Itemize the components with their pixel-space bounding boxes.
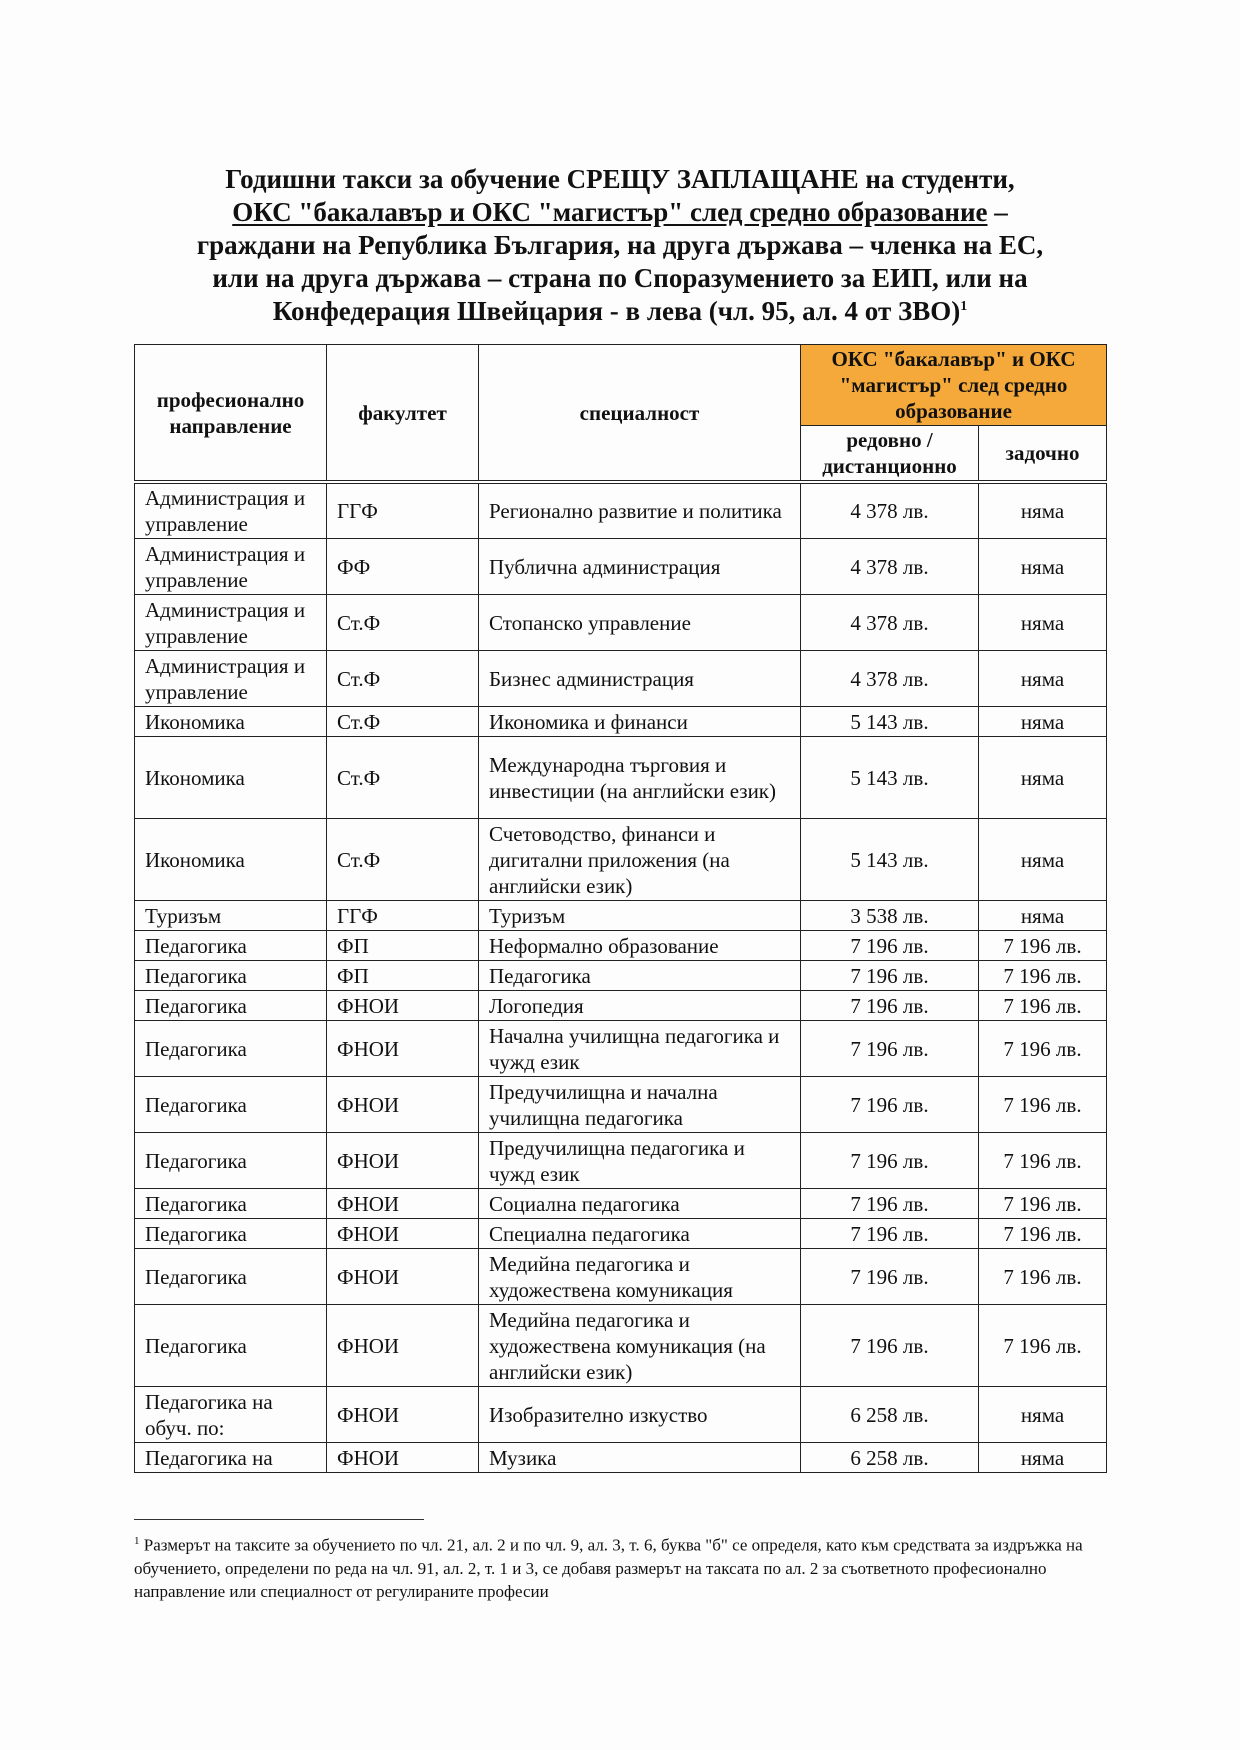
cell-parttime-fee: няма — [979, 595, 1107, 651]
cell-specialty: Социална педагогика — [479, 1189, 801, 1219]
cell-direction: Педагогика на обуч. по: — [135, 1387, 327, 1443]
table-row — [135, 707, 1107, 737]
cell-parttime-fee: 7 196 лв. — [979, 1021, 1107, 1077]
cell-faculty: Ст.Ф — [327, 595, 479, 651]
table-row — [135, 1021, 1107, 1077]
cell-specialty: Музика — [479, 1443, 801, 1473]
table-row — [135, 931, 1107, 961]
table-row — [135, 1249, 1107, 1305]
table-row — [135, 482, 1107, 539]
cell-specialty: Икономика и финанси — [479, 707, 801, 737]
cell-direction: Педагогика на — [135, 1443, 327, 1473]
cell-specialty: Начална училищна педагогика и чужд език — [479, 1021, 801, 1077]
title-line-1: Годишни такси за обучение СРЕЩУ ЗАПЛАЩАНЕ на студенти, — [225, 164, 1015, 194]
cell-faculty: ФНОИ — [327, 1133, 479, 1189]
header-faculty: факултет — [327, 345, 479, 483]
title-line-3: граждани на Република България, на друга държава – членка на ЕС, — [196, 230, 1044, 260]
cell-faculty: ФНОИ — [327, 991, 479, 1021]
cell-direction: Педагогика — [135, 961, 327, 991]
cell-specialty: Туризъм — [479, 901, 801, 931]
table-row — [135, 1305, 1107, 1387]
cell-direction: Педагогика — [135, 991, 327, 1021]
cell-fulltime-fee: 3 538 лв. — [801, 901, 979, 931]
cell-fulltime-fee: 7 196 лв. — [801, 1219, 979, 1249]
cell-faculty: ФФ — [327, 539, 479, 595]
footnote-ref: 1 — [960, 299, 968, 314]
cell-fulltime-fee: 7 196 лв. — [801, 1189, 979, 1219]
cell-specialty: Публична администрация — [479, 539, 801, 595]
cell-direction: Педагогика — [135, 1189, 327, 1219]
footnote-separator — [134, 1519, 424, 1520]
cell-faculty: ФП — [327, 931, 479, 961]
cell-fulltime-fee: 4 378 лв. — [801, 651, 979, 707]
cell-fulltime-fee: 7 196 лв. — [801, 1305, 979, 1387]
cell-specialty: Неформално образование — [479, 931, 801, 961]
footnote-text: Размерът на таксите за обучението по чл. 21, ал. 2 и по чл. 9, ал. 3, т. 6, буква "б" се определя, като към средствата за издръжка на обучението, определени по реда на чл. 91, ал. 2, т. 1 и 3, се добавя размерът на таксата по ал. 2 за съответното професионално направление или специалност от регулираните професии — [134, 1535, 1083, 1601]
cell-parttime-fee: няма — [979, 707, 1107, 737]
cell-faculty: ФП — [327, 961, 479, 991]
cell-direction: Администрация и управление — [135, 539, 327, 595]
title-line-5-text: Конфедерация Швейцария - в лева (чл. 95, ал. 4 от ЗВО) — [272, 296, 961, 326]
table-row — [135, 1189, 1107, 1219]
cell-specialty: Предучилищна и начална училищна педагогика — [479, 1077, 801, 1133]
cell-fulltime-fee: 4 378 лв. — [801, 482, 979, 539]
cell-specialty: Логопедия — [479, 991, 801, 1021]
footnote-mark: 1 — [134, 1535, 140, 1547]
cell-direction: Администрация и управление — [135, 651, 327, 707]
cell-faculty: Ст.Ф — [327, 819, 479, 901]
cell-faculty: ФНОИ — [327, 1077, 479, 1133]
cell-parttime-fee: няма — [979, 482, 1107, 539]
table-body — [135, 482, 1107, 1473]
cell-faculty: ГГФ — [327, 482, 479, 539]
cell-direction: Туризъм — [135, 901, 327, 931]
title-line-5 — [120, 295, 1120, 328]
cell-specialty: Медийна педагогика и художествена комуникация (на английски език) — [479, 1305, 801, 1387]
cell-parttime-fee: няма — [979, 737, 1107, 819]
table-row — [135, 1133, 1107, 1189]
cell-specialty: Счетоводство, финанси и дигитални приложения (на английски език) — [479, 819, 801, 901]
cell-fulltime-fee: 4 378 лв. — [801, 539, 979, 595]
cell-faculty: Ст.Ф — [327, 707, 479, 737]
cell-direction: Педагогика — [135, 1249, 327, 1305]
cell-fulltime-fee: 7 196 лв. — [801, 1021, 979, 1077]
title-underlined: ОКС "бакалавър и ОКС "магистър" след средно образование — [232, 197, 988, 227]
footnote — [134, 1530, 1094, 1603]
cell-specialty: Стопанско управление — [479, 595, 801, 651]
cell-parttime-fee: няма — [979, 1387, 1107, 1443]
table-row — [135, 819, 1107, 901]
cell-parttime-fee: няма — [979, 651, 1107, 707]
cell-direction: Педагогика — [135, 1305, 327, 1387]
cell-faculty: ФНОИ — [327, 1021, 479, 1077]
cell-parttime-fee: 7 196 лв. — [979, 931, 1107, 961]
cell-faculty: Ст.Ф — [327, 737, 479, 819]
cell-direction: Педагогика — [135, 1219, 327, 1249]
cell-parttime-fee: 7 196 лв. — [979, 991, 1107, 1021]
cell-fulltime-fee: 6 258 лв. — [801, 1387, 979, 1443]
cell-direction: Администрация и управление — [135, 595, 327, 651]
title-line-4: или на друга държава – страна по Споразумението за ЕИП, или на — [212, 263, 1028, 293]
cell-fulltime-fee: 4 378 лв. — [801, 595, 979, 651]
table-row — [135, 1077, 1107, 1133]
cell-specialty: Предучилищна педагогика и чужд език — [479, 1133, 801, 1189]
cell-fulltime-fee: 7 196 лв. — [801, 961, 979, 991]
cell-specialty: Медийна педагогика и художествена комуникация — [479, 1249, 801, 1305]
table-row — [135, 651, 1107, 707]
table-row — [135, 737, 1107, 819]
cell-parttime-fee: 7 196 лв. — [979, 1077, 1107, 1133]
cell-direction: Икономика — [135, 707, 327, 737]
cell-parttime-fee: 7 196 лв. — [979, 961, 1107, 991]
cell-faculty: Ст.Ф — [327, 651, 479, 707]
header-degree-group: ОКС "бакалавър" и ОКС "магистър" след средно образование — [801, 345, 1107, 426]
table-row — [135, 1219, 1107, 1249]
cell-direction: Педагогика — [135, 931, 327, 961]
cell-faculty: ФНОИ — [327, 1189, 479, 1219]
cell-parttime-fee: 7 196 лв. — [979, 1133, 1107, 1189]
cell-parttime-fee: 7 196 лв. — [979, 1189, 1107, 1219]
cell-direction: Администрация и управление — [135, 482, 327, 539]
cell-specialty: Специална педагогика — [479, 1219, 801, 1249]
document-title — [120, 163, 1120, 328]
cell-parttime-fee: няма — [979, 901, 1107, 931]
cell-parttime-fee: 7 196 лв. — [979, 1305, 1107, 1387]
cell-specialty: Бизнес администрация — [479, 651, 801, 707]
table-row — [135, 991, 1107, 1021]
header-specialty: специалност — [479, 345, 801, 483]
cell-parttime-fee: няма — [979, 1443, 1107, 1473]
cell-faculty: ФНОИ — [327, 1305, 479, 1387]
cell-direction: Педагогика — [135, 1077, 327, 1133]
cell-faculty: ФНОИ — [327, 1387, 479, 1443]
header-parttime: задочно — [979, 426, 1107, 483]
cell-fulltime-fee: 7 196 лв. — [801, 931, 979, 961]
cell-faculty: ФНОИ — [327, 1443, 479, 1473]
cell-fulltime-fee: 7 196 лв. — [801, 1133, 979, 1189]
fees-table — [134, 344, 1107, 1473]
table-row — [135, 961, 1107, 991]
cell-fulltime-fee: 5 143 лв. — [801, 737, 979, 819]
header-direction: професионално направление — [135, 345, 327, 483]
cell-fulltime-fee: 7 196 лв. — [801, 1077, 979, 1133]
header-fulltime: редовно / дистанционно — [801, 426, 979, 483]
table-row — [135, 901, 1107, 931]
cell-faculty: ФНОИ — [327, 1219, 479, 1249]
cell-direction: Педагогика — [135, 1133, 327, 1189]
title-line-2 — [120, 196, 1120, 229]
cell-parttime-fee: 7 196 лв. — [979, 1219, 1107, 1249]
cell-fulltime-fee: 7 196 лв. — [801, 991, 979, 1021]
cell-faculty: ФНОИ — [327, 1249, 479, 1305]
cell-faculty: ГГФ — [327, 901, 479, 931]
cell-fulltime-fee: 5 143 лв. — [801, 819, 979, 901]
cell-parttime-fee: няма — [979, 819, 1107, 901]
cell-parttime-fee: няма — [979, 539, 1107, 595]
cell-direction: Икономика — [135, 737, 327, 819]
cell-fulltime-fee: 5 143 лв. — [801, 707, 979, 737]
cell-fulltime-fee: 7 196 лв. — [801, 1249, 979, 1305]
table-row — [135, 1387, 1107, 1443]
cell-specialty: Регионално развитие и политика — [479, 482, 801, 539]
cell-direction: Педагогика — [135, 1021, 327, 1077]
cell-parttime-fee: 7 196 лв. — [979, 1249, 1107, 1305]
cell-specialty: Изобразително изкуство — [479, 1387, 801, 1443]
cell-fulltime-fee: 6 258 лв. — [801, 1443, 979, 1473]
table-row — [135, 595, 1107, 651]
title-dash: – — [987, 197, 1008, 227]
cell-specialty: Международна търговия и инвестиции (на английски език) — [479, 737, 801, 819]
table-row — [135, 539, 1107, 595]
cell-direction: Икономика — [135, 819, 327, 901]
table-row — [135, 1443, 1107, 1473]
cell-specialty: Педагогика — [479, 961, 801, 991]
